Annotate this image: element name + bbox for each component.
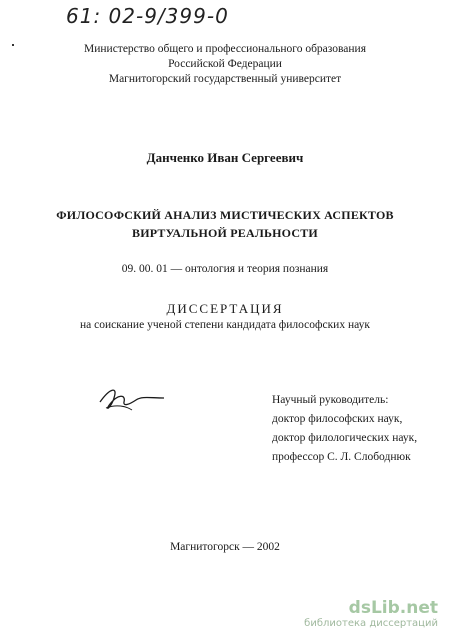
watermark-subtitle: библиотека диссертаций xyxy=(304,618,438,629)
supervisor-degree-2: доктор филологических наук, xyxy=(272,432,418,444)
signature-icon xyxy=(96,382,168,416)
supervisor-name: профессор С. Л. Слободнюк xyxy=(272,451,411,463)
author-name: Данченко Иван Сергеевич xyxy=(146,150,304,165)
supervisor-block xyxy=(272,391,417,467)
institution-federation: Российской Федерации xyxy=(168,58,282,70)
handwritten-archive-number: 61: 02-9/399-0 xyxy=(66,4,229,28)
supervisor-degree-1: доктор философских наук, xyxy=(272,413,403,425)
institution-block xyxy=(0,42,450,87)
institution-ministry: Министерство общего и профессионального образования xyxy=(84,43,366,55)
city-year: Магнитогорск — 2002 xyxy=(170,541,280,553)
watermark-logo: dsLib.net xyxy=(348,598,438,618)
watermark xyxy=(304,598,438,629)
institution-university: Магнитогорский государственный университет xyxy=(108,73,342,85)
document-type: ДИССЕРТАЦИЯ xyxy=(166,301,284,316)
specialty-code: 09. 00. 01 — онтология и теория познания xyxy=(121,263,329,275)
title-line-2: ВИРТУАЛЬНОЙ РЕАЛЬНОСТИ xyxy=(132,226,318,240)
title-line-1: ФИЛОСОФСКИЙ АНАЛИЗ МИСТИЧЕСКИХ АСПЕКТОВ xyxy=(56,208,394,222)
degree-line: на соискание ученой степени кандидата философских наук xyxy=(80,319,370,331)
supervisor-heading: Научный руководитель: xyxy=(272,394,389,406)
dissertation-title xyxy=(0,206,450,242)
